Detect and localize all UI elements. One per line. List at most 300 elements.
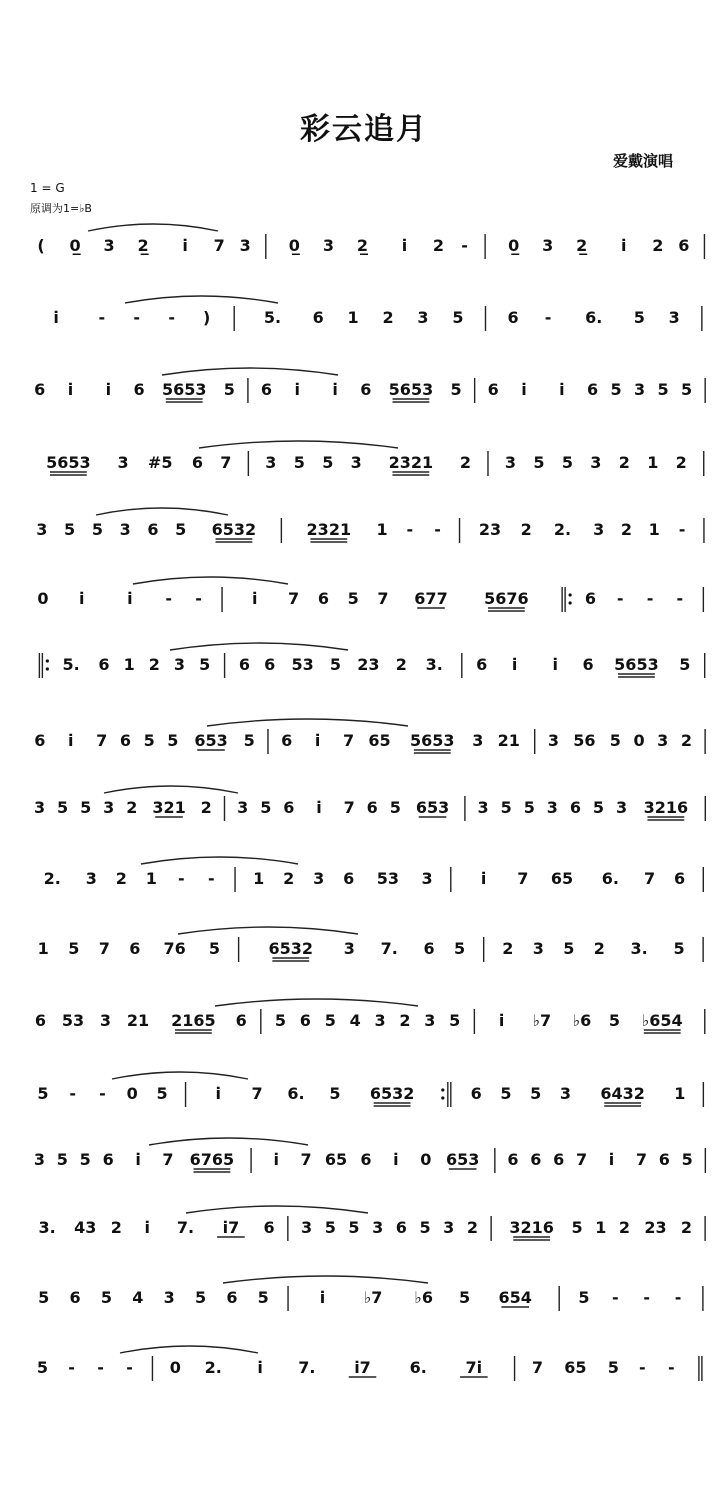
slur xyxy=(141,857,298,864)
note: 5 xyxy=(64,520,76,539)
key-signature: 1 = G xyxy=(30,181,65,195)
note: 5 xyxy=(571,1218,583,1237)
note: 7 xyxy=(377,589,389,608)
note: 65 xyxy=(550,869,574,888)
note: 1 xyxy=(37,939,49,958)
note: 65 xyxy=(368,731,391,750)
note: 3 xyxy=(542,236,554,255)
note: 5 xyxy=(657,380,669,399)
note: 5 xyxy=(609,731,621,750)
note: 6 xyxy=(423,939,435,958)
note: 5 xyxy=(563,939,575,958)
note: 6 xyxy=(283,798,295,817)
note: 7 xyxy=(220,453,232,472)
note: i̇ xyxy=(105,380,112,399)
note: 23 xyxy=(644,1218,667,1237)
note: 2 xyxy=(283,869,295,888)
slur xyxy=(170,643,348,650)
note: 3 xyxy=(103,798,115,817)
note: 1 xyxy=(647,453,659,472)
note: 5 xyxy=(143,731,155,750)
note: 5653 xyxy=(161,380,207,399)
note: 3 xyxy=(417,308,429,327)
note: 5653 xyxy=(614,655,659,674)
note: 6. xyxy=(287,1084,305,1103)
note: 6532 xyxy=(211,520,257,539)
note: - xyxy=(638,1358,646,1377)
note: 5 xyxy=(167,731,179,750)
note: 6 xyxy=(235,1011,247,1030)
note: 7 xyxy=(213,236,225,255)
note: 653 xyxy=(194,731,228,750)
note: 6 xyxy=(476,655,488,674)
note: i̇ xyxy=(621,236,627,255)
note: 5 xyxy=(681,1150,693,1169)
repeat-dot xyxy=(569,601,572,604)
note: 5 xyxy=(56,1150,68,1169)
note: 6 xyxy=(260,380,273,399)
note: 6 xyxy=(553,1150,565,1169)
note: 2165 xyxy=(171,1011,216,1030)
note: i̇ xyxy=(498,1011,505,1030)
note: 7. xyxy=(298,1358,316,1377)
note: 5 xyxy=(530,1084,542,1103)
note: i̇7 xyxy=(222,1218,240,1237)
note: i̇ xyxy=(135,1150,141,1169)
note: 2 xyxy=(432,236,445,255)
note: 6 xyxy=(658,1150,670,1169)
note: 3 xyxy=(657,731,669,750)
note: ♭7 xyxy=(363,1288,383,1307)
note: 6 xyxy=(470,1084,482,1103)
note: 6 xyxy=(69,1288,81,1307)
note: 4 xyxy=(132,1288,144,1307)
note: 3 xyxy=(443,1218,455,1237)
note: 3. xyxy=(425,655,443,674)
note: 2 xyxy=(652,236,664,255)
note: 3 xyxy=(350,453,362,472)
note: i̇ xyxy=(332,380,338,399)
note: 2 xyxy=(593,939,605,958)
note: - xyxy=(544,308,552,327)
slur xyxy=(112,1072,248,1079)
note: 5 xyxy=(322,453,334,472)
note: 2321 xyxy=(388,453,434,472)
note: 2 xyxy=(618,453,630,472)
note: ♭6 xyxy=(572,1011,592,1030)
note: 2 xyxy=(200,798,212,817)
note: 5 xyxy=(324,1011,336,1030)
note: - xyxy=(676,589,684,608)
slur xyxy=(133,577,288,584)
note: i̇ xyxy=(251,589,258,608)
note: i̇ xyxy=(559,380,565,399)
note: 4 xyxy=(349,1011,361,1030)
note: 6 xyxy=(360,380,372,399)
note: 5 xyxy=(68,939,80,958)
note: 3216 xyxy=(509,1218,554,1237)
note: ) xyxy=(202,308,211,327)
repeat-dot xyxy=(441,1096,444,1099)
song-title: 彩云追月 xyxy=(300,112,428,147)
note: 7 xyxy=(576,1150,588,1169)
note: 5 xyxy=(156,1084,168,1103)
note: - xyxy=(98,308,106,327)
note: 6 xyxy=(34,1011,47,1030)
note: 2 xyxy=(382,308,394,327)
note: 0̲ xyxy=(288,236,300,255)
note: 2 xyxy=(675,453,687,472)
note: 65 xyxy=(564,1358,587,1377)
note: i̇ xyxy=(393,1150,399,1169)
note: 5 xyxy=(208,939,221,958)
note: 3 xyxy=(173,655,186,674)
note: 7 xyxy=(343,798,355,817)
note: 5 xyxy=(37,1084,49,1103)
note: 5 xyxy=(673,939,685,958)
note: - xyxy=(99,1084,106,1103)
slur xyxy=(88,224,218,231)
note: 6 xyxy=(119,731,132,750)
note: 3 xyxy=(532,939,544,958)
note: 6 xyxy=(129,939,141,958)
note: 6 xyxy=(569,798,581,817)
note: 6 xyxy=(238,655,251,674)
note: 6 xyxy=(263,1218,275,1237)
note: 3 xyxy=(546,798,558,817)
note: 6 xyxy=(147,520,159,539)
note: 5653 xyxy=(410,731,455,750)
note: 3 xyxy=(85,869,97,888)
note: 6 xyxy=(586,380,599,399)
slur xyxy=(199,441,398,448)
note: 3 xyxy=(322,236,334,255)
note: 6 xyxy=(299,1011,311,1030)
note: 2 xyxy=(399,1011,411,1030)
note: i̇ xyxy=(314,731,321,750)
note: 6 xyxy=(133,380,145,399)
note: 5 xyxy=(679,655,691,674)
note: 5 xyxy=(257,1288,269,1307)
note: 2̲ xyxy=(356,236,369,255)
note: 5 xyxy=(57,798,69,817)
slur xyxy=(223,1276,428,1283)
note: - xyxy=(168,308,175,327)
note: 3 xyxy=(593,520,605,539)
note: 53 xyxy=(61,1011,85,1030)
note: 6 xyxy=(582,655,594,674)
note: 2 xyxy=(680,731,692,750)
note: 0̲ xyxy=(69,236,81,255)
note: 3 xyxy=(477,798,489,817)
note: 3 xyxy=(117,453,129,472)
note: ♭6 xyxy=(414,1288,433,1307)
repeat-dot xyxy=(441,1088,444,1091)
note: 23 xyxy=(357,655,380,674)
note: 3 xyxy=(237,798,249,817)
note: 2321 xyxy=(306,520,352,539)
slur xyxy=(125,296,278,303)
note: 65 xyxy=(324,1150,348,1169)
note: i̇ xyxy=(294,380,300,399)
note: i̇ xyxy=(182,236,188,255)
note: 3 xyxy=(239,236,251,255)
note: 7 xyxy=(517,869,529,888)
slur xyxy=(178,927,358,934)
note: 6432 xyxy=(600,1084,645,1103)
note: - xyxy=(406,520,414,539)
note: 5 xyxy=(175,520,187,539)
note: i̇ xyxy=(257,1358,263,1377)
original-key-note: 原调为1=♭B xyxy=(30,202,92,215)
note: 5 xyxy=(633,308,645,327)
note: 3. xyxy=(630,939,648,958)
note: - xyxy=(133,308,141,327)
note: 6 xyxy=(191,453,203,472)
note: 5 xyxy=(592,798,605,817)
note: 3 xyxy=(99,1011,112,1030)
note: 21 xyxy=(497,731,520,750)
note: 5 xyxy=(453,939,466,958)
note: - xyxy=(178,869,185,888)
note: 5 xyxy=(452,308,464,327)
note: 5 xyxy=(500,798,512,817)
note: 7 xyxy=(343,731,355,750)
note: 3 xyxy=(103,236,115,255)
note: i̇ xyxy=(521,380,527,399)
note: 2̲ xyxy=(137,236,149,255)
note: ( xyxy=(37,236,45,255)
note: i̇ xyxy=(215,1084,221,1103)
note: 1 xyxy=(123,655,135,674)
note: i̇ xyxy=(67,380,74,399)
note: 3 xyxy=(472,731,484,750)
note: 6 xyxy=(34,731,46,750)
note: 5 xyxy=(450,380,462,399)
note: 6 xyxy=(226,1288,238,1307)
note: 5 xyxy=(79,1150,91,1169)
note: 2 xyxy=(466,1218,478,1237)
note: 5 xyxy=(578,1288,590,1307)
note: 3 xyxy=(374,1011,386,1030)
note: 21 xyxy=(126,1011,150,1030)
note: 5653 xyxy=(46,453,91,472)
slur xyxy=(96,508,228,515)
slur xyxy=(162,368,338,375)
note: 3 xyxy=(33,798,46,817)
note: i̇ xyxy=(273,1150,279,1169)
note: 7 xyxy=(162,1150,174,1169)
note: 5 xyxy=(681,380,693,399)
note: 3 xyxy=(372,1218,384,1237)
note: 5 xyxy=(324,1218,336,1237)
note: 6 xyxy=(678,236,690,255)
note: 1 xyxy=(253,869,265,888)
repeat-dot xyxy=(46,659,49,662)
note: - xyxy=(616,589,624,608)
note: 3 xyxy=(547,731,559,750)
note: 6532 xyxy=(268,939,314,958)
note: 3 xyxy=(36,520,48,539)
note: 53 xyxy=(291,655,314,674)
note: 6 xyxy=(507,308,519,327)
note: ♭7 xyxy=(532,1011,552,1030)
note: 2 xyxy=(110,1218,122,1237)
repeat-dot xyxy=(46,667,49,670)
note: 3 xyxy=(421,869,433,888)
note: 7 xyxy=(635,1150,648,1169)
note: i̇ xyxy=(144,1218,150,1237)
note: 3 xyxy=(590,453,602,472)
note: 7i̇ xyxy=(465,1358,483,1377)
note: 7 xyxy=(531,1358,544,1377)
note: 2. xyxy=(204,1358,222,1377)
note: 6 xyxy=(507,1150,519,1169)
note: 5 xyxy=(329,1084,341,1103)
note: 3 xyxy=(265,453,277,472)
note: 5 xyxy=(80,798,92,817)
note: - xyxy=(165,589,173,608)
note: i̇ xyxy=(79,589,85,608)
note: ♭654 xyxy=(641,1011,683,1030)
note: 2 xyxy=(115,869,127,888)
note: 5 xyxy=(500,1084,512,1103)
note: 5 xyxy=(523,798,535,817)
note: - xyxy=(674,1288,682,1307)
slur xyxy=(149,1138,308,1145)
note: 1 xyxy=(347,308,359,327)
note: 2 xyxy=(520,520,532,539)
note: 5 xyxy=(194,1288,207,1307)
note: 5653 xyxy=(388,380,434,399)
note: 6 xyxy=(312,308,324,327)
note: 3 xyxy=(634,380,646,399)
note: 5 xyxy=(449,1011,461,1030)
note: i̇ xyxy=(401,236,408,255)
note: 1 xyxy=(674,1084,686,1103)
note: 3. xyxy=(38,1218,56,1237)
note: 3 xyxy=(163,1288,175,1307)
note: 5 xyxy=(199,655,211,674)
note: 6 xyxy=(317,589,329,608)
note: 1 xyxy=(648,520,660,539)
note: 43 xyxy=(74,1218,97,1237)
repeat-dot xyxy=(569,593,572,596)
note: 6 xyxy=(366,798,378,817)
note: 56 xyxy=(573,731,596,750)
note: 654 xyxy=(498,1288,532,1307)
note: 2 xyxy=(620,520,633,539)
note: 3 xyxy=(615,798,628,817)
note: 2 xyxy=(126,798,138,817)
note: 6 xyxy=(102,1150,114,1169)
note: 7 xyxy=(288,589,300,608)
note: 5 xyxy=(608,1011,621,1030)
note: 5 xyxy=(347,589,359,608)
note: 5. xyxy=(263,308,282,327)
note: 5 xyxy=(243,731,255,750)
note: 653 xyxy=(415,798,450,817)
note: 5 xyxy=(274,1011,287,1030)
note: 5 xyxy=(533,453,545,472)
note: 6. xyxy=(585,308,603,327)
note: 7 xyxy=(644,869,656,888)
note: 3 xyxy=(559,1084,572,1103)
note: 0 xyxy=(420,1150,432,1169)
slur xyxy=(207,719,408,726)
note: i̇ xyxy=(316,798,322,817)
note: 5 xyxy=(38,1288,50,1307)
note: i̇ xyxy=(480,869,487,888)
note: i̇ xyxy=(511,655,518,674)
note: 6532 xyxy=(369,1084,415,1103)
note: 1 xyxy=(145,869,157,888)
note: 5 xyxy=(36,1358,49,1377)
note: 6 xyxy=(281,731,293,750)
slur xyxy=(186,1206,368,1213)
note: - xyxy=(643,1288,651,1307)
note: 677 xyxy=(414,589,448,608)
note: 5 xyxy=(329,655,342,674)
slur xyxy=(120,1346,258,1353)
note: 3 xyxy=(119,520,131,539)
note: 6 xyxy=(674,869,686,888)
note: 6. xyxy=(601,869,620,888)
score-notes xyxy=(34,236,693,1377)
note: - xyxy=(646,589,654,608)
note: 7. xyxy=(380,939,398,958)
note: - xyxy=(69,1084,76,1103)
note: 5 xyxy=(610,380,622,399)
note: 5 xyxy=(223,380,235,399)
note: 1 xyxy=(595,1218,607,1237)
note: 0 xyxy=(37,589,49,608)
singer-credit: 爱戴演唱 xyxy=(613,152,674,170)
note: - xyxy=(612,1288,619,1307)
note: - xyxy=(667,1358,675,1377)
note: 7. xyxy=(176,1218,195,1237)
note: 6 xyxy=(530,1150,542,1169)
note: 2 xyxy=(459,453,472,472)
note: - xyxy=(68,1358,75,1377)
note: 6 xyxy=(360,1150,372,1169)
note: 2 xyxy=(618,1218,631,1237)
note: - xyxy=(208,869,215,888)
note: 0 xyxy=(169,1358,181,1377)
note: 5 xyxy=(293,453,305,472)
note: 2. xyxy=(43,869,61,888)
note: - xyxy=(97,1358,104,1377)
note: 7 xyxy=(96,731,108,750)
note: 5 xyxy=(459,1288,471,1307)
note: i̇ xyxy=(53,308,59,327)
note: 6 xyxy=(487,380,499,399)
note: 3 xyxy=(343,939,355,958)
note: - xyxy=(126,1358,133,1377)
note: 76 xyxy=(163,939,186,958)
note: 6 xyxy=(34,380,46,399)
note: 0 xyxy=(126,1084,138,1103)
note: - xyxy=(678,520,686,539)
note: i̇ xyxy=(552,655,558,674)
note: 2 xyxy=(680,1218,692,1237)
note: 6 xyxy=(584,589,597,608)
note: 6 xyxy=(343,869,355,888)
note: 6. xyxy=(409,1358,427,1377)
note: 2 xyxy=(395,655,407,674)
note: 1 xyxy=(376,520,388,539)
note: i̇ xyxy=(68,731,74,750)
